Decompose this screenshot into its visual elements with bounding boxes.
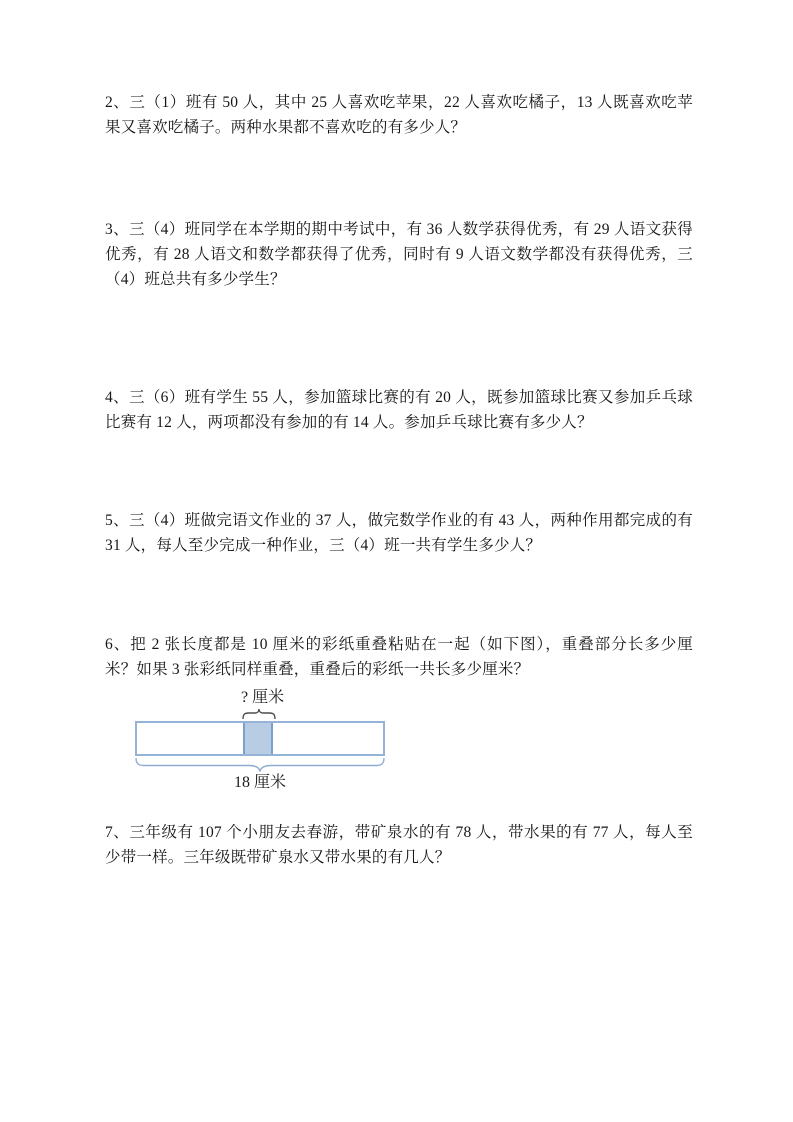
overlap-brace-icon <box>242 708 276 719</box>
overlap-region <box>243 723 273 754</box>
total-length-label: 18 厘米 <box>233 774 286 791</box>
paper-strip <box>135 721 385 756</box>
question-6: 6、把 2 张长度都是 10 厘米的彩纸重叠粘贴在一起（如下图），重叠部分长多少厘米？如果 3 张彩纸同样重叠，重叠后的彩纸一共长多少厘米？ <box>105 636 693 678</box>
overlap-length-label: ? 厘米 <box>241 689 285 706</box>
question-2: 2、三（1）班有 50 人，其中 25 人喜欢吃苹果，22 人喜欢吃橘子，13 人既喜欢吃苹果又喜欢吃橘子。两种水果都不喜欢吃的有多少人？ <box>105 94 693 136</box>
overlap-diagram <box>135 688 385 796</box>
question-7: 7、三年级有 107 个小朋友去春游，带矿泉水的有 78 人，带水果的有 77 人，每人至少带一样。三年级既带矿泉水又带水果的有几人？ <box>105 824 693 866</box>
question-5: 5、三（4）班做完语文作业的 37 人，做完数学作业的有 43 人，两种作用都完成的有 31 人，每人至少完成一种作业，三（4）班一共有学生多少人？ <box>105 512 693 554</box>
total-brace-icon <box>135 758 385 772</box>
question-4: 4、三（6）班有学生 55 人，参加篮球比赛的有 20 人，既参加篮球比赛又参加乒乓球比赛有 12 人，两项都没有参加的有 14 人。参加乒乓球比赛有多少人？ <box>105 389 693 431</box>
question-3: 3、三（4）班同学在本学期的期中考试中，有 36 人数学获得优秀，有 29 人语文获得优秀，有 28 人语文和数学都获得了优秀，同时有 9 人语文数学都没有获得优秀，三（4）班总共有多少学生？ <box>105 221 693 288</box>
